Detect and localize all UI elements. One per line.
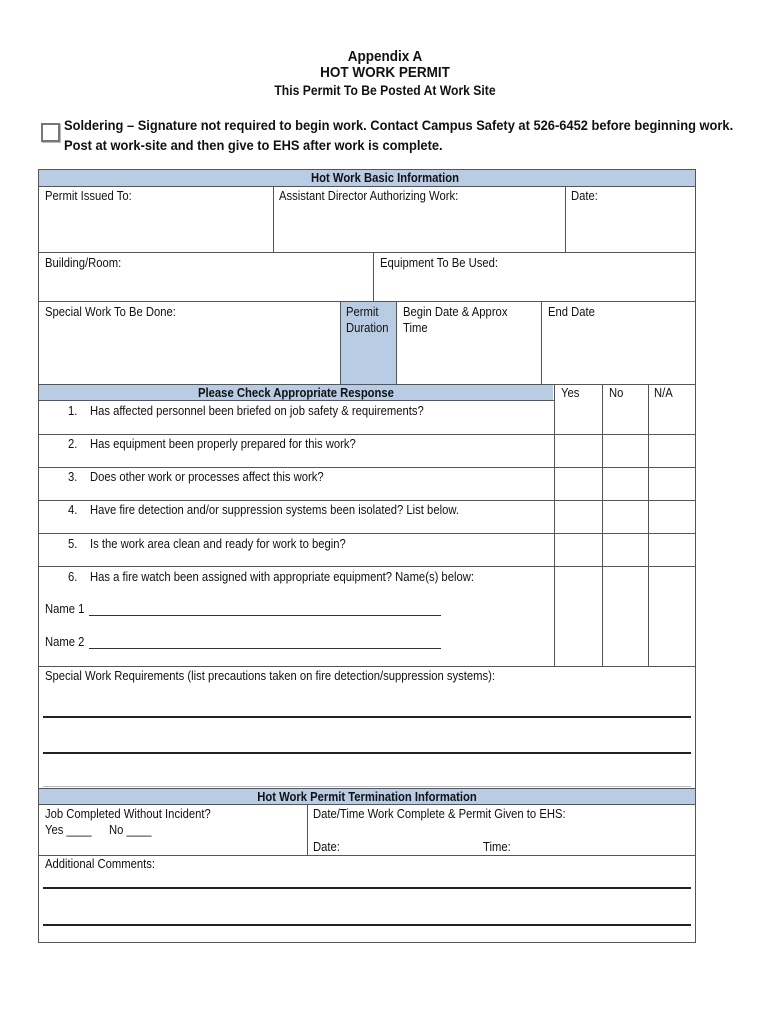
q6-yes-cell[interactable] bbox=[556, 568, 601, 664]
soldering-line-2: Post at work-site and then give to EHS after work is complete. bbox=[64, 137, 443, 153]
additional-comments-line-2[interactable] bbox=[43, 924, 691, 926]
question-6-text: Has a fire watch been assigned with appropriate equipment? Name(s) below: bbox=[90, 570, 474, 584]
job-completed-yes[interactable]: Yes ____ bbox=[45, 823, 92, 837]
date-label: Date: bbox=[571, 189, 598, 203]
page-title: HOT WORK PERMIT bbox=[320, 64, 450, 81]
soldering-checkbox[interactable] bbox=[41, 123, 60, 142]
q1-na-cell[interactable] bbox=[650, 402, 694, 433]
question-2-text: Has equipment been properly prepared for this work? bbox=[90, 437, 356, 451]
termination-time-field[interactable] bbox=[515, 838, 690, 854]
question-3-text: Does other work or processes affect this work? bbox=[90, 470, 324, 484]
additional-comments-label: Additional Comments: bbox=[45, 857, 156, 871]
date-field[interactable] bbox=[567, 204, 693, 250]
col-no: No bbox=[609, 386, 624, 400]
special-requirements-label: Special Work Requirements (list precautions taken on fire detection/suppression systems): bbox=[45, 669, 495, 683]
assistant-director-label: Assistant Director Authorizing Work: bbox=[279, 189, 459, 203]
end-date-label: End Date bbox=[548, 305, 595, 319]
duration-label: Duration bbox=[346, 321, 389, 335]
special-work-field[interactable] bbox=[40, 322, 338, 382]
col-na: N/A bbox=[654, 386, 673, 400]
question-6-num: 6. bbox=[68, 570, 78, 584]
time-label: Time bbox=[403, 321, 428, 335]
question-2-num: 2. bbox=[68, 437, 78, 451]
name-2-label: Name 2 bbox=[45, 635, 85, 649]
basic-info-heading: Hot Work Basic Information bbox=[311, 171, 459, 185]
question-4-text: Have fire detection and/or suppression systems been isolated? List below. bbox=[90, 503, 459, 517]
building-room-field[interactable] bbox=[40, 272, 370, 299]
special-requirements-line-1[interactable] bbox=[43, 716, 691, 718]
begin-date-label: Begin Date & Approx bbox=[403, 305, 508, 319]
name-1-label: Name 1 bbox=[45, 602, 85, 616]
termination-date-label: Date: bbox=[313, 840, 340, 854]
special-work-label: Special Work To Be Done: bbox=[45, 305, 176, 319]
job-completed-label: Job Completed Without Incident? bbox=[45, 807, 211, 821]
page-subtitle: This Permit To Be Posted At Work Site bbox=[274, 83, 496, 98]
building-room-label: Building/Room: bbox=[45, 256, 122, 270]
question-4-num: 4. bbox=[68, 503, 78, 517]
col-yes: Yes bbox=[561, 386, 580, 400]
permit-label: Permit bbox=[346, 305, 379, 319]
end-date-field[interactable] bbox=[543, 322, 693, 382]
name-1-field[interactable] bbox=[89, 615, 441, 616]
permit-issued-to-label: Permit Issued To: bbox=[45, 189, 132, 203]
question-5-num: 5. bbox=[68, 537, 78, 551]
name-2-field[interactable] bbox=[89, 648, 441, 649]
soldering-line-1: Soldering – Signature not required to begin work. Contact Campus Safety at 526-6452 before beginning work. bbox=[64, 117, 734, 133]
permit-issued-to-field[interactable] bbox=[40, 204, 270, 250]
termination-time-label: Time: bbox=[483, 840, 511, 854]
assistant-director-field[interactable] bbox=[275, 204, 563, 250]
additional-comments-line-1[interactable] bbox=[43, 887, 691, 889]
job-completed-no[interactable]: No ____ bbox=[109, 823, 152, 837]
termination-date-field[interactable] bbox=[345, 838, 475, 854]
begin-date-field[interactable] bbox=[398, 338, 539, 382]
q6-no-cell[interactable] bbox=[604, 568, 647, 664]
checklist-heading: Please Check Appropriate Response bbox=[198, 386, 394, 400]
termination-heading: Hot Work Permit Termination Information bbox=[257, 790, 477, 804]
equipment-field[interactable] bbox=[375, 272, 693, 299]
appendix-label: Appendix A bbox=[347, 48, 423, 65]
q1-yes-cell[interactable] bbox=[556, 402, 601, 433]
q1-no-cell[interactable] bbox=[604, 402, 647, 433]
question-3-num: 3. bbox=[68, 470, 78, 484]
special-requirements-line-2[interactable] bbox=[43, 752, 691, 754]
q6-na-cell[interactable] bbox=[650, 568, 694, 664]
question-5-text: Is the work area clean and ready for work to begin? bbox=[90, 537, 346, 551]
datetime-complete-label: Date/Time Work Complete & Permit Given to EHS: bbox=[313, 807, 566, 821]
equipment-label: Equipment To Be Used: bbox=[380, 256, 498, 270]
question-1-num: 1. bbox=[68, 404, 78, 418]
question-1-text: Has affected personnel been briefed on job safety & requirements? bbox=[90, 404, 424, 418]
